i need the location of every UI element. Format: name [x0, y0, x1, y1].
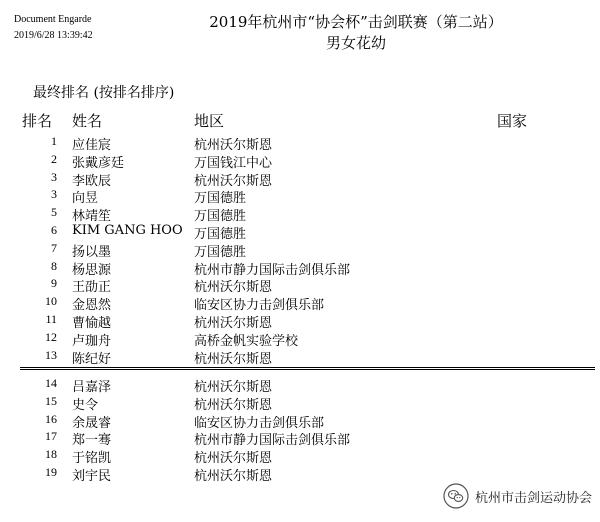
name-cell: 于铭凯 [72, 451, 112, 467]
region-cell: 杭州沃尔斯恩 [194, 380, 273, 395]
table-row [0, 259, 600, 277]
name-cell: 余晟睿 [72, 415, 112, 431]
name-cell: 应佳宸 [72, 138, 112, 153]
region-cell: 杭州沃尔斯恩 [194, 280, 273, 296]
rank-cell: 1 [51, 134, 57, 148]
wechat-icon [443, 483, 469, 509]
name-cell: 曹愉越 [72, 315, 112, 331]
table-row [0, 294, 600, 312]
column-header-country: 国家 [497, 112, 528, 130]
name-cell: 金恩然 [72, 298, 112, 314]
table-row [0, 447, 600, 465]
table-row [0, 465, 600, 483]
rank-cell: 10 [45, 294, 57, 309]
rank-cell: 14 [45, 376, 57, 390]
rank-cell: 3 [51, 169, 57, 184]
column-header-region: 地区 [194, 112, 225, 130]
software-label: Document Engarde [14, 14, 92, 25]
region-cell: 杭州市静力国际击剑俱乐部 [194, 433, 351, 449]
region-cell: 杭州沃尔斯恩 [194, 397, 273, 413]
results-table-bottom [0, 376, 600, 483]
region-cell: 杭州沃尔斯恩 [194, 468, 273, 484]
rank-cell: 3 [51, 187, 57, 202]
table-row [0, 330, 600, 348]
table-row [0, 412, 600, 430]
table-row [0, 394, 600, 412]
name-cell: 陈纪好 [72, 351, 112, 367]
name-cell: 向昱 [72, 191, 99, 207]
region-cell: 临安区协力击剑俱乐部 [194, 415, 325, 431]
rank-cell: 11 [45, 311, 57, 326]
name-cell: 扬以墨 [72, 244, 112, 260]
rank-cell: 8 [51, 258, 57, 273]
region-cell: 万国德胜 [194, 209, 247, 225]
table-row [0, 223, 600, 241]
rank-cell: 19 [45, 464, 57, 479]
rank-cell: 12 [45, 329, 57, 344]
name-cell: KIM GANG HOO [72, 222, 183, 238]
table-row [0, 152, 600, 170]
section-heading: 最终排名 (按排名排序) [33, 85, 175, 101]
rank-cell: 6 [51, 222, 57, 237]
table-row [0, 429, 600, 447]
rank-cell: 2 [51, 151, 57, 166]
rank-cell: 17 [45, 429, 57, 444]
name-cell: 吕嘉泽 [72, 380, 112, 395]
name-cell: 李欧辰 [72, 173, 112, 189]
name-cell: 郑一骞 [72, 433, 112, 449]
region-cell: 杭州沃尔斯恩 [194, 173, 273, 189]
name-cell: 王劭正 [72, 280, 112, 296]
table-row [0, 205, 600, 223]
name-cell: 史令 [72, 397, 99, 413]
table-row [0, 276, 600, 294]
region-cell: 杭州沃尔斯恩 [194, 138, 273, 153]
table-row [0, 312, 600, 330]
rank-cell: 7 [51, 240, 57, 255]
region-cell: 万国钱江中心 [194, 155, 273, 171]
table-row [0, 170, 600, 188]
region-cell: 高桥金帆实验学校 [194, 333, 299, 349]
rank-cell: 16 [45, 411, 57, 426]
divider [20, 367, 595, 370]
column-header-name: 姓名 [72, 112, 103, 130]
region-cell: 万国德胜 [194, 226, 247, 242]
name-cell: 张戴彦廷 [72, 155, 125, 171]
page-subtitle: 男女花幼 [325, 34, 386, 52]
table-row [0, 187, 600, 205]
name-cell: 刘宇民 [72, 468, 112, 484]
watermark [443, 483, 592, 509]
rank-cell: 15 [45, 393, 57, 408]
region-cell: 杭州市静力国际击剑俱乐部 [194, 262, 351, 278]
table-row [0, 348, 600, 366]
rank-cell: 5 [51, 205, 57, 220]
region-cell: 杭州沃尔斯恩 [194, 351, 273, 367]
name-cell: 林靖笙 [72, 209, 112, 225]
rank-cell: 18 [45, 447, 57, 462]
region-cell: 万国德胜 [194, 191, 247, 207]
name-cell: 杨思源 [72, 262, 112, 278]
region-cell: 临安区协力击剑俱乐部 [194, 298, 325, 314]
watermark-text: 杭州市击剑运动协会 [474, 490, 592, 506]
print-datetime: 2019/6/28 13:39:42 [14, 30, 93, 41]
results-table-top [0, 134, 600, 365]
region-cell: 万国德胜 [194, 244, 247, 260]
page-title: 2019年杭州市“协会杯”击剑联赛（第二站） [209, 13, 503, 31]
name-cell: 卢珈舟 [72, 333, 112, 349]
table-row [0, 134, 600, 152]
region-cell: 杭州沃尔斯恩 [194, 315, 273, 331]
rank-cell: 13 [45, 347, 57, 362]
column-header-rank: 排名 [22, 112, 53, 130]
rank-cell: 9 [51, 276, 57, 291]
table-row [0, 376, 600, 394]
region-cell: 杭州沃尔斯恩 [194, 451, 273, 467]
table-row [0, 241, 600, 259]
